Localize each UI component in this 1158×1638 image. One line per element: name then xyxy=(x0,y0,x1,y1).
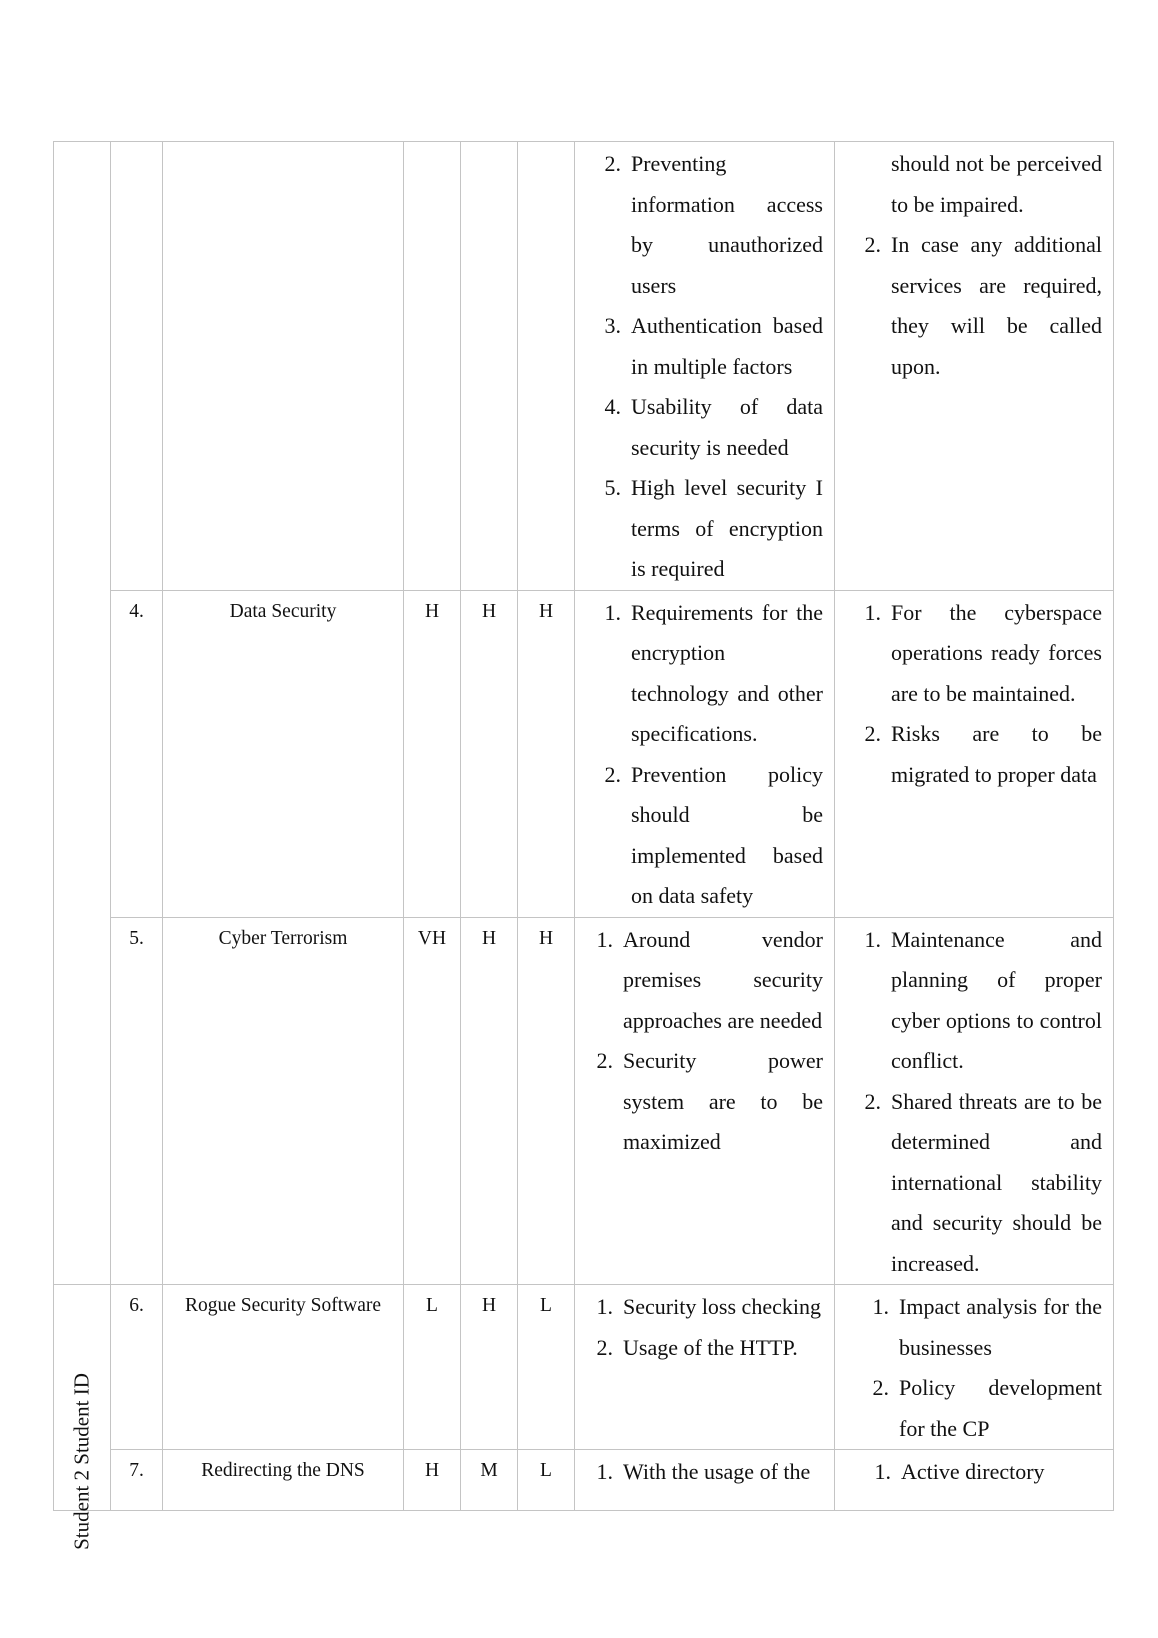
list-item-text: Impact analysis for the businesses xyxy=(899,1294,1102,1360)
list-item xyxy=(845,1368,1102,1449)
list-item-text: should not be perceived to be impaired. xyxy=(891,151,1102,217)
list-item-text: Preventing information access by unauthorized users xyxy=(631,151,823,298)
response-list xyxy=(835,142,1113,387)
list-item-number: 1. xyxy=(874,1459,891,1484)
risk-name: Data Security xyxy=(163,590,404,917)
rating-c xyxy=(518,142,575,591)
mitigation-list-cell xyxy=(575,1450,835,1511)
mitigation-list-cell xyxy=(575,917,835,1285)
list-item-number: 4. xyxy=(604,394,621,419)
table-row xyxy=(54,917,1114,1285)
row-number: 4. xyxy=(111,590,163,917)
list-item-text: Risks are to be migrated to proper data xyxy=(891,721,1102,787)
response-list-cell xyxy=(835,142,1114,591)
list-item-text: Prevention policy should be implemented based on data safety xyxy=(631,761,823,908)
list-item-text: Requirements for the encryption technology and other specifications. xyxy=(631,599,823,746)
mitigation-list xyxy=(575,1285,834,1368)
list-item xyxy=(845,1452,1102,1493)
group-cell-top xyxy=(54,142,111,1285)
response-list xyxy=(835,591,1113,796)
risk-name: Rogue Security Software xyxy=(163,1285,404,1450)
list-item-text: Security power system are to be maximized xyxy=(623,1048,823,1154)
list-item xyxy=(845,1082,1102,1285)
list-item-number: 1. xyxy=(864,926,881,952)
mitigation-list xyxy=(575,918,834,1163)
table-row xyxy=(54,1450,1114,1511)
list-item-text: Security loss checking xyxy=(623,1294,821,1319)
list-item-text: Active directory xyxy=(901,1459,1045,1484)
list-item-text: Around vendor premises security approaches are needed xyxy=(623,926,823,1033)
list-item xyxy=(585,144,823,306)
list-item-number: 2. xyxy=(596,1048,613,1073)
mitigation-list-cell xyxy=(575,590,835,917)
response-list xyxy=(835,918,1113,1285)
list-item-number: 1. xyxy=(872,1294,889,1319)
table-row xyxy=(54,142,1114,591)
response-list-cell xyxy=(835,590,1114,917)
list-item xyxy=(585,755,823,917)
list-item-text: Usability of data security is needed xyxy=(631,394,823,460)
row-number xyxy=(111,142,163,591)
rating-c: L xyxy=(518,1285,575,1450)
row-number: 5. xyxy=(111,917,163,1285)
list-item xyxy=(845,1287,1102,1368)
response-list-cell xyxy=(835,917,1114,1285)
rating-b: H xyxy=(461,917,518,1285)
list-item-number: 1. xyxy=(596,1294,613,1319)
student-id-label: Student 2 Student ID xyxy=(69,1373,94,1550)
rating-a: L xyxy=(404,1285,461,1450)
list-item-text: Usage of the HTTP. xyxy=(623,1334,798,1360)
row-number: 7. xyxy=(111,1450,163,1511)
list-item xyxy=(845,714,1102,795)
list-item xyxy=(585,1041,823,1163)
list-item-text: High level security I terms of encryption is required xyxy=(631,475,823,581)
risk-table xyxy=(53,141,1114,1550)
rating-a: VH xyxy=(404,917,461,1285)
list-item-number: 1. xyxy=(604,599,621,625)
risk-name xyxy=(163,142,404,591)
mitigation-list-cell xyxy=(575,1285,835,1450)
list-item xyxy=(845,144,1102,225)
response-list-cell xyxy=(835,1285,1114,1450)
list-item xyxy=(845,920,1102,1082)
response-list-cell xyxy=(835,1450,1114,1511)
mitigation-list-cell xyxy=(575,142,835,591)
rating-c: H xyxy=(518,590,575,917)
list-item-text: Authentication based in multiple factors xyxy=(631,313,823,379)
rating-a: H xyxy=(404,590,461,917)
list-item-number xyxy=(845,144,881,225)
list-item-number: 1. xyxy=(864,599,881,625)
rating-a xyxy=(404,142,461,591)
list-item xyxy=(585,920,823,1042)
rating-c: L xyxy=(518,1450,575,1511)
list-item-number: 3. xyxy=(604,313,621,338)
rating-a: H xyxy=(404,1450,461,1511)
group-cell-student-2 xyxy=(54,1285,111,1550)
mitigation-list xyxy=(575,1450,834,1493)
list-item-number: 5. xyxy=(604,475,621,500)
list-item-text: Policy development for the CP xyxy=(899,1375,1102,1441)
list-item-text: Shared threats are to be determined and international stability and security should be increased. xyxy=(891,1088,1102,1276)
list-item xyxy=(585,1328,823,1369)
list-item-number: 2. xyxy=(864,721,881,746)
list-item-text: In case any additional services are required, they will be called upon. xyxy=(891,232,1102,379)
list-item xyxy=(585,1452,823,1493)
risk-name: Cyber Terrorism xyxy=(163,917,404,1285)
response-list xyxy=(835,1450,1113,1493)
rating-c: H xyxy=(518,917,575,1285)
list-item xyxy=(585,306,823,387)
list-item-text: For the cyberspace operations ready forces are to be maintained. xyxy=(891,599,1102,706)
list-item-number: 1. xyxy=(596,1459,613,1484)
list-item-number: 2. xyxy=(604,151,621,176)
mitigation-list xyxy=(575,142,834,590)
list-item-number: 2. xyxy=(872,1375,889,1400)
list-item xyxy=(845,225,1102,387)
list-item xyxy=(585,468,823,590)
list-item xyxy=(585,593,823,755)
list-item-number: 2. xyxy=(604,761,621,787)
table-row xyxy=(54,1285,1114,1450)
list-item-text: With the usage of the xyxy=(623,1459,811,1484)
row-number: 6. xyxy=(111,1285,163,1450)
list-item xyxy=(585,387,823,468)
rating-b xyxy=(461,142,518,591)
table-row xyxy=(54,590,1114,917)
list-item-number: 1. xyxy=(596,926,613,952)
rating-b: H xyxy=(461,590,518,917)
list-item-number: 2. xyxy=(864,1088,881,1114)
list-item-number: 2. xyxy=(864,232,881,257)
risk-name: Redirecting the DNS xyxy=(163,1450,404,1511)
rating-b: H xyxy=(461,1285,518,1450)
mitigation-list xyxy=(575,591,834,917)
list-item-number: 2. xyxy=(596,1334,613,1360)
list-item xyxy=(845,593,1102,715)
list-item xyxy=(585,1287,823,1328)
rating-b: M xyxy=(461,1450,518,1511)
response-list xyxy=(835,1285,1113,1449)
list-item-text: Maintenance and planning of proper cyber options to control conflict. xyxy=(891,926,1102,1073)
